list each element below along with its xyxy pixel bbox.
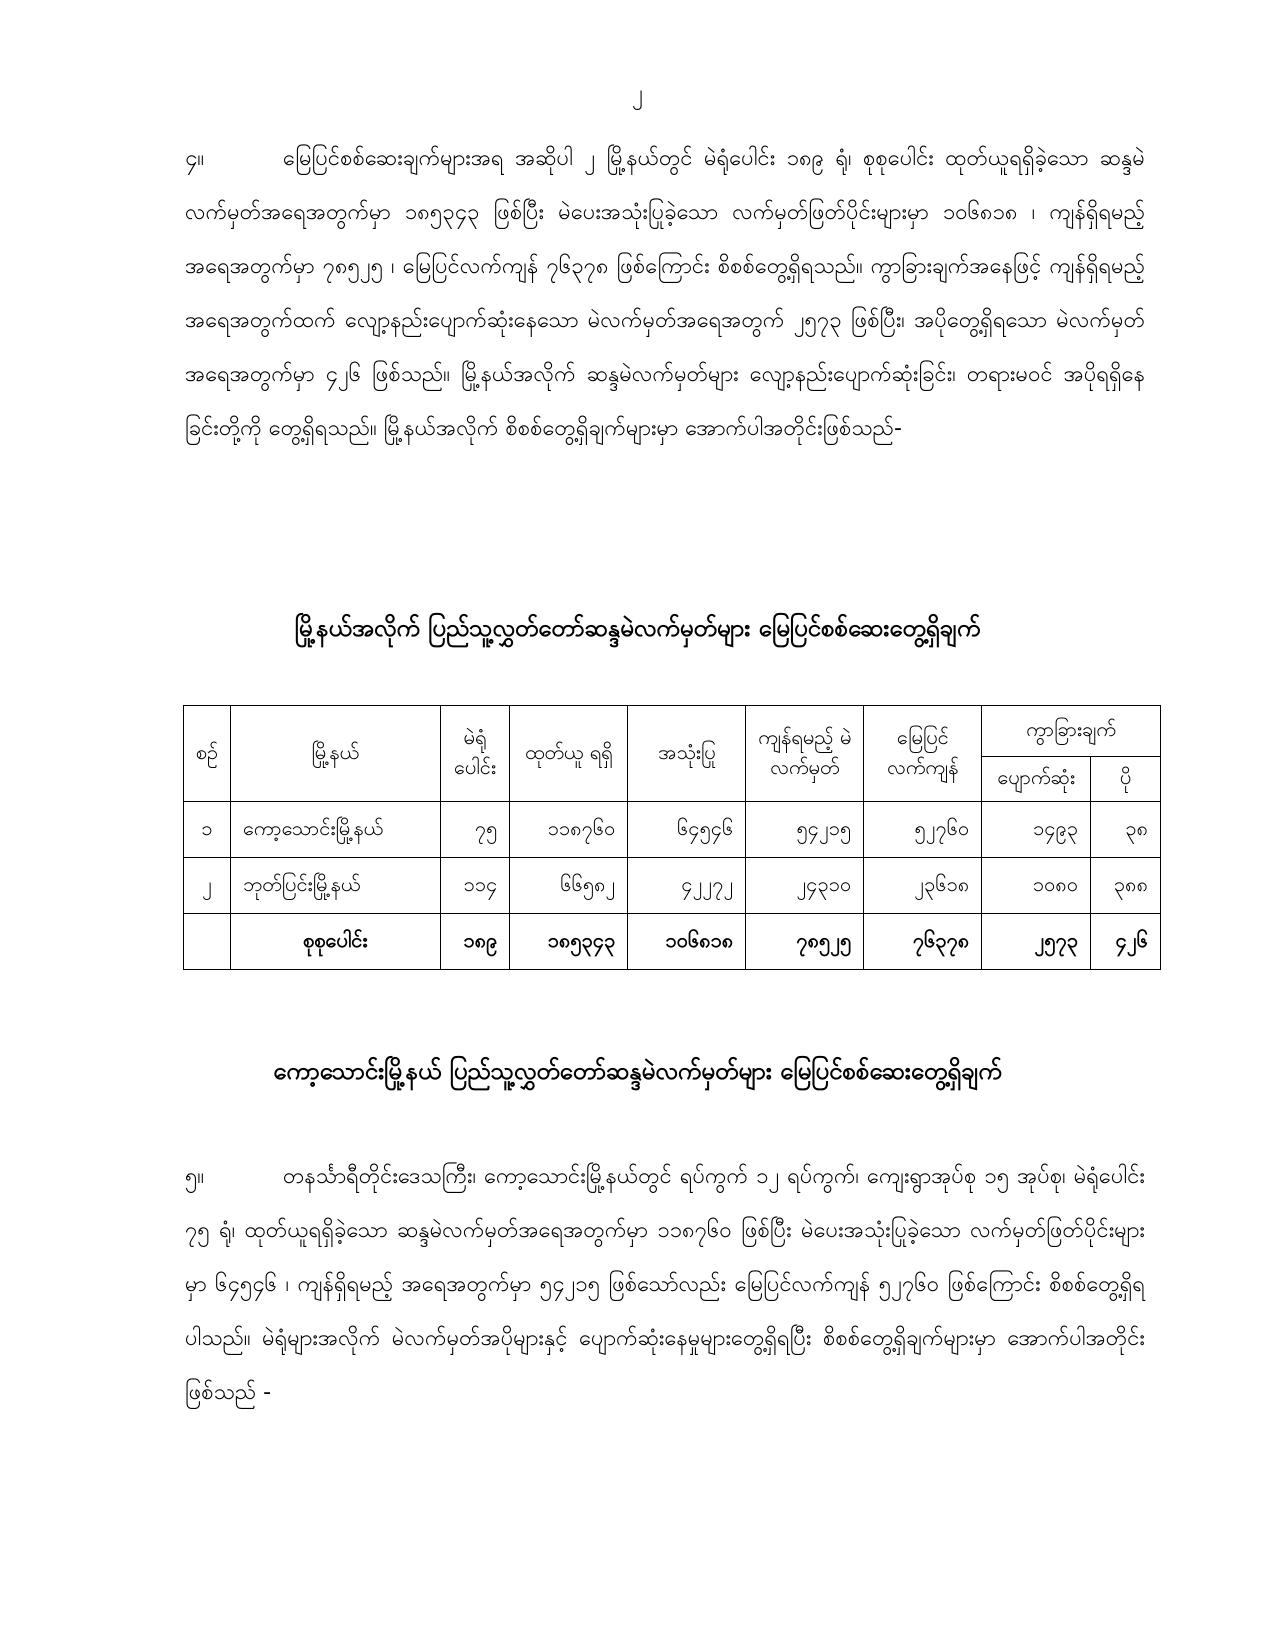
row-stations: ၁၁၄: [440, 858, 510, 914]
row-actual: ၂၃၆၁၈: [864, 858, 982, 914]
header-stations: မဲရုံ ပေါင်း: [440, 706, 510, 802]
header-lost: ပျောက်ဆုံး: [982, 757, 1091, 802]
row-used: ၆၄၅၄၆: [628, 802, 746, 858]
row-stations: ၇၅: [440, 802, 510, 858]
row-extra: ၃၈: [1091, 802, 1161, 858]
total-extra: ၄၂၆: [1091, 914, 1161, 970]
header-remaining: ကျန်ရမည့် မဲလက်မှတ်: [746, 706, 864, 802]
row-township: ဘုတ်ပြင်းမြို့နယ်: [230, 858, 440, 914]
total-no-blank: [184, 914, 231, 970]
header-issued: ထုတ်ယူ ရရှိ: [510, 706, 628, 802]
row-issued: ၆၆၅၈၂: [510, 858, 628, 914]
table-row: [184, 858, 1161, 914]
total-actual: ၇၆၃၇၈: [864, 914, 982, 970]
row-actual: ၅၂၇၆၀: [864, 802, 982, 858]
table-row: [184, 802, 1161, 858]
paragraph-number: ၅။: [185, 1164, 205, 1189]
row-issued: ၁၁၈၇၆၀: [510, 802, 628, 858]
row-remaining: ၂၄၃၁၀: [746, 858, 864, 914]
total-remaining: ၇၈၅၂၅: [746, 914, 864, 970]
header-township: မြို့နယ်: [230, 706, 440, 802]
township-summary-title: မြို့နယ်အလိုက် ပြည်သူ့လွှတ်တော်ဆန္ဒမဲလက်မှတ်များ မြေပြင်စစ်ဆေးတွေ့ရှိချက်: [294, 614, 981, 642]
paragraph-4: [185, 132, 1145, 456]
header-difference: ကွာခြားချက်: [982, 706, 1161, 757]
total-lost: ၂၅၇၃: [982, 914, 1091, 970]
table-total-row: [184, 914, 1161, 970]
township-summary-table: [183, 705, 1161, 970]
total-used: ၁၀၆၈၁၈: [628, 914, 746, 970]
total-label: စုစုပေါင်း: [230, 914, 440, 970]
row-extra: ၃၈၈: [1091, 858, 1161, 914]
row-remaining: ၅၄၂၁၅: [746, 802, 864, 858]
row-lost: ၁၀၈၀: [982, 858, 1091, 914]
row-township: ကော့သောင်းမြို့နယ်: [230, 802, 440, 858]
row-used: ၄၂၂၇၂: [628, 858, 746, 914]
row-no: ၂: [184, 858, 231, 914]
paragraph-text: တနင်္သာရီတိုင်းဒေသကြီး၊ ကော့သောင်းမြို့နယ်တွင် ရပ်ကွက် ၁၂ ရပ်ကွက်၊ ကျေးရွာအုပ်စု ၁၅ အုပ်စု၊ မဲရုံပေါင်း ၇၅ ရုံ၊ ထုတ်ယူရရှိခဲ့သော ဆန္ဒမဲလက်မှတ်အရေအတွက်မှာ ၁၁၈၇၆၀ ဖြစ်ပြီး မဲပေးအသုံးပြုခဲ့သော လက်မှတ်ဖြတ်ပိုင်းများမှာ ၆၄၅၄၆ ၊ ကျန်ရှိရမည့် အရေအတွက်မှာ ၅၄၂၁၅ ဖြစ်သော်လည်း မြေပြင်လက်ကျန် ၅၂၇၆၀ ဖြစ်ကြောင်း စိစစ်တွေ့ရှိရပါသည်။ မဲရုံများအလိုက် မဲလက်မှတ်အပိုများနှင့် ပျောက်ဆုံးနေမှုများတွေ့ရှိရပြီး စိစစ်တွေ့ရှိချက်များမှာ အောက်ပါအတိုင်းဖြစ်သည် -: [185, 1164, 1145, 1405]
header-extra: ပို: [1091, 757, 1161, 802]
total-stations: ၁၈၉: [440, 914, 510, 970]
paragraph-5: [185, 1150, 1145, 1420]
header-no: စဉ်: [184, 706, 231, 802]
page-number: ၂: [632, 81, 643, 106]
kawthaung-section-title: ကော့သောင်းမြို့နယ် ပြည်သူ့လွှတ်တော်ဆန္ဒမဲလက်မှတ်များ မြေပြင်စစ်ဆေးတွေ့ရှိချက်: [273, 1057, 1002, 1085]
row-no: ၁: [184, 802, 231, 858]
total-issued: ၁၈၅၃၄၃: [510, 914, 628, 970]
header-used: အသုံးပြု: [628, 706, 746, 802]
row-lost: ၁၄၉၃: [982, 802, 1091, 858]
paragraph-number: ၄။: [185, 146, 205, 171]
header-actual: မြေပြင် လက်ကျန်: [864, 706, 982, 802]
paragraph-text: မြေပြင်စစ်ဆေးချက်များအရ အဆိုပါ ၂ မြို့နယ်တွင် မဲရုံပေါင်း ၁၈၉ ရုံ၊ စုစုပေါင်း ထုတ်ယူရရှိခဲ့သော ဆန္ဒမဲလက်မှတ်အရေအတွက်မှာ ၁၈၅၃၄၃ ဖြစ်ပြီး မဲပေးအသုံးပြုခဲ့သော လက်မှတ်ဖြတ်ပိုင်းများမှာ ၁၀၆၈၁၈ ၊ ကျန်ရှိရမည့်အရေအတွက်မှာ ၇၈၅၂၅ ၊ မြေပြင်လက်ကျန် ၇၆၃၇၈ ဖြစ်ကြောင်း စိစစ်တွေ့ရှိရသည်။ ကွာခြားချက်အနေဖြင့် ကျန်ရှိရမည့်အရေအတွက်ထက် လျော့နည်းပျောက်ဆုံးနေသော မဲလက်မှတ်အရေအတွက် ၂၅၇၃ ဖြစ်ပြီး၊ အပိုတွေ့ရှိရသော မဲလက်မှတ်အရေအတွက်မှာ ၄၂၆ ဖြစ်သည်။ မြို့နယ်အလိုက် ဆန္ဒမဲလက်မှတ်များ လျော့နည်းပျောက်ဆုံးခြင်း၊ တရားမဝင် အပိုရရှိနေခြင်းတို့ကို တွေ့ရှိရသည်။ မြို့နယ်အလိုက် စိစစ်တွေ့ရှိချက်များမှာ အောက်ပါအတိုင်းဖြစ်သည်-: [185, 146, 1145, 441]
